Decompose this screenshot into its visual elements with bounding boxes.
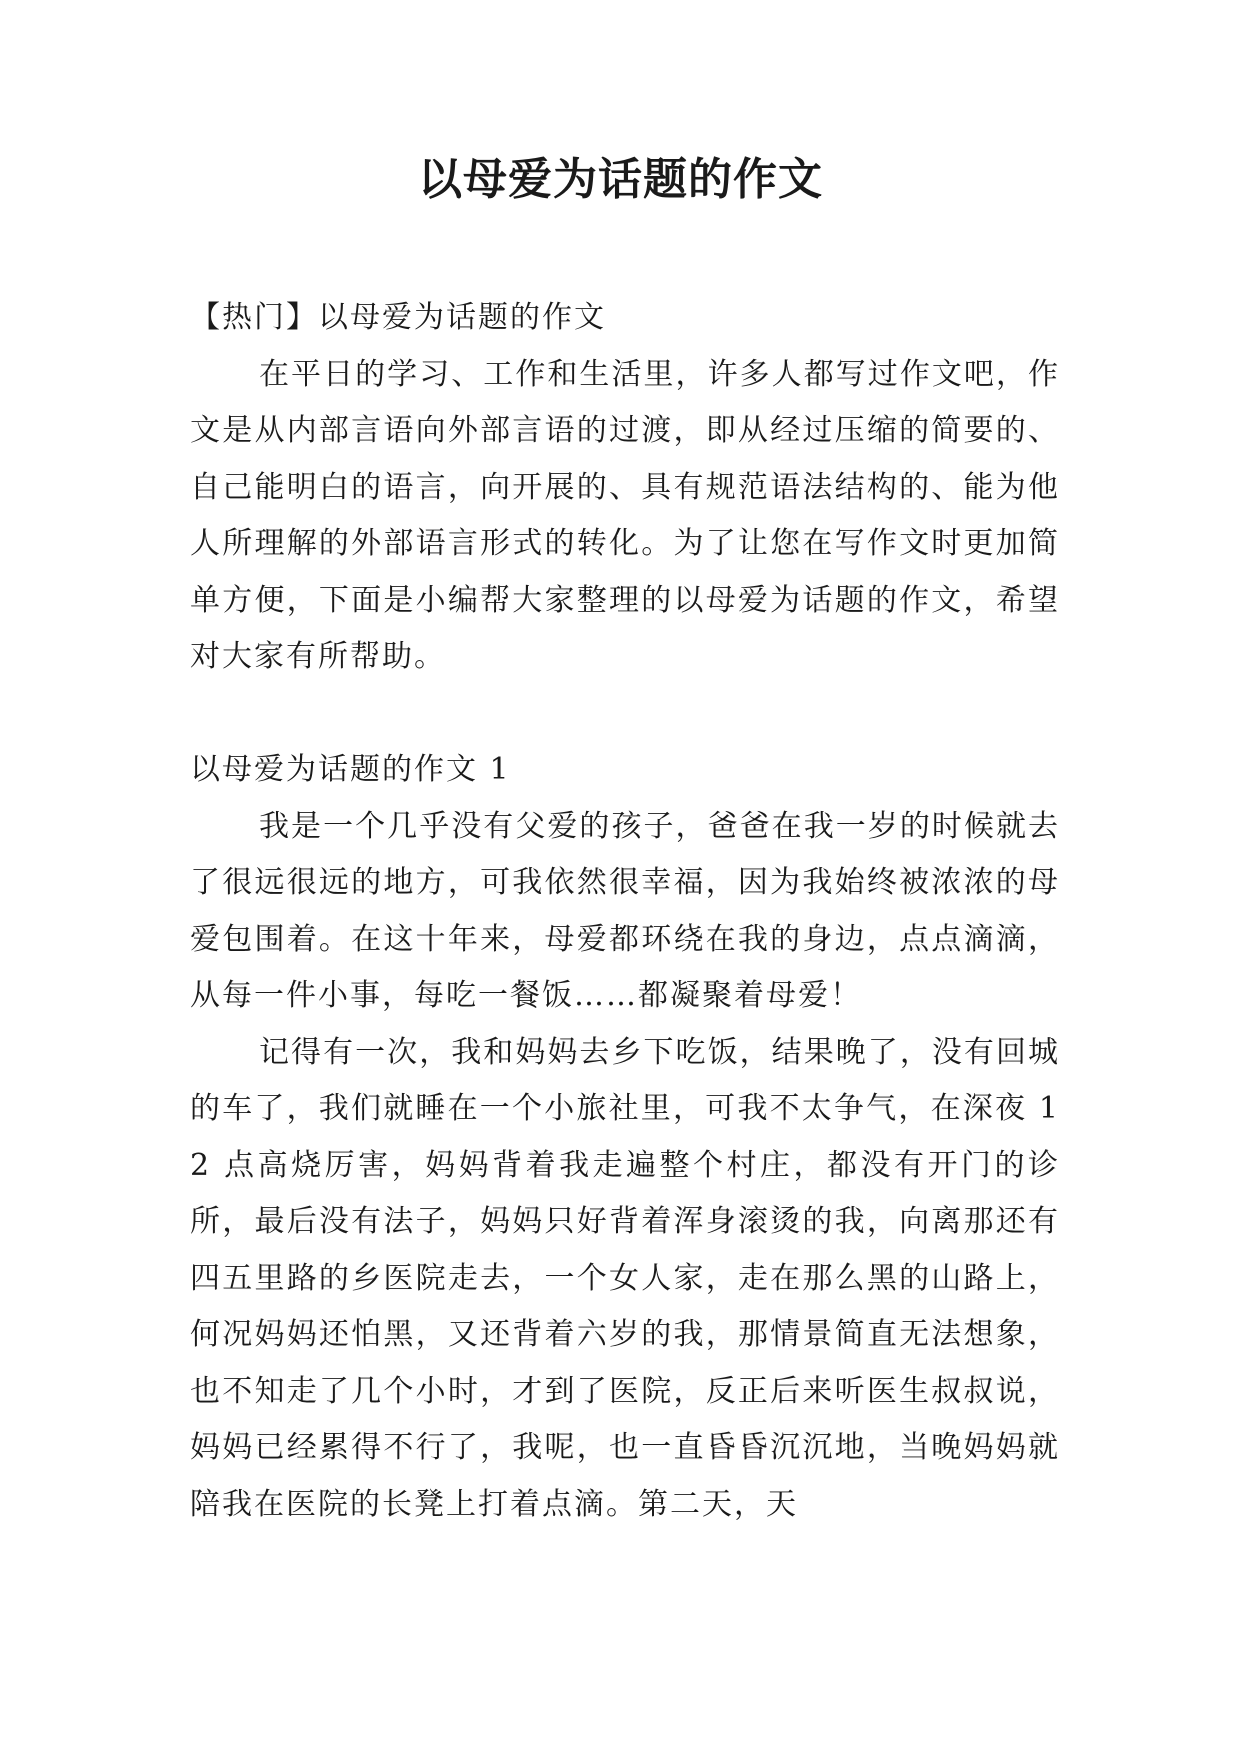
section-heading: 以母爱为话题的作文 1: [190, 752, 511, 787]
body-paragraph-2: 记得有一次，我和妈妈去乡下吃饭，结果晚了，没有回城的车了，我们就睡在一个小旅社里，可我不太争气，在深夜 12 点高烧厉害，妈妈背着我走遍整个村庄，都没有开门的诊所，最后没有法子，妈妈只好背着浑身滚烫的我，向离那还有四五里路的乡医院走去，一个女人家，走在那么黑的山路上，何况妈妈还怕黑，又还背着六岁的我，那情景简直无法想象，也不知走了几个小时，才到了医院，反正后来听医生叔叔说，妈妈已经累得不行了，我呢，也一直昏昏沉沉地，当晚妈妈就陪我在医院的长凳上打着点滴。第二天，天: [190, 1034, 1060, 1522]
document-title: 以母爱为话题的作文: [418, 154, 823, 205]
intro-heading: 【热门】以母爱为话题的作文: [190, 300, 606, 335]
document-body: [190, 290, 1060, 1533]
body-paragraph-1: 我是一个几乎没有父爱的孩子，爸爸在我一岁的时候就去了很远很远的地方，可我依然很幸福，因为我始终被浓浓的母爱包围着。在这十年来，母爱都环绕在我的身边，点点滴滴，从每一件小事，每吃一餐饭……都凝聚着母爱！: [190, 808, 1060, 1013]
section-spacer: [190, 686, 1060, 743]
intro-paragraph: 在平日的学习、工作和生活里，许多人都写过作文吧，作文是从内部言语向外部言语的过渡，即从经过压缩的简要的、自己能明白的语言，向开展的、具有规范语法结构的、能为他人所理解的外部语言形式的转化。为了让您在写作文时更加简单方便，下面是小编帮大家整理的以母爱为话题的作文，希望对大家有所帮助。: [190, 356, 1060, 674]
